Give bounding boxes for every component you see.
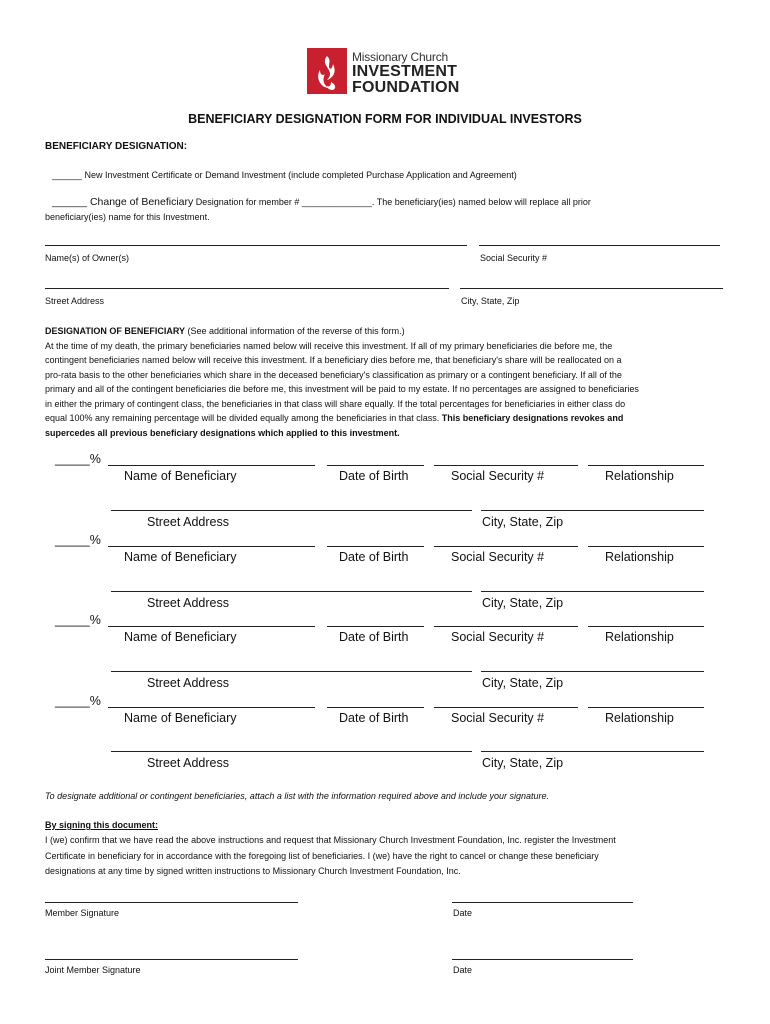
beneficiary-street-label: Street Address: [147, 676, 229, 690]
beneficiary-name-line[interactable]: [108, 626, 315, 627]
beneficiary-relationship-label: Relationship: [605, 469, 674, 483]
beneficiary-dob-line[interactable]: [327, 707, 424, 708]
beneficiary-name-label: Name of Beneficiary: [124, 550, 237, 564]
beneficiary-relationship-line[interactable]: [588, 546, 704, 547]
owner-city-label: City, State, Zip: [461, 296, 520, 306]
designation-of-beneficiary-heading: DESIGNATION OF BENEFICIARY: [45, 326, 186, 336]
logo-line2: INVESTMENT: [352, 63, 458, 80]
beneficiary-dob-label: Date of Birth: [339, 630, 409, 644]
designation-paragraph: [45, 324, 727, 440]
beneficiary-city-label: City, State, Zip: [482, 756, 564, 770]
designation-line: At the time of my death, the primary beneficiaries named below will receive this investment. If all of my primary beneficiaries die before me, the: [45, 340, 613, 351]
beneficiary-ssn-label: Social Security #: [451, 630, 545, 644]
joint-signature-label: Joint Member Signature: [45, 965, 141, 975]
designation-line: pro-rata basis to the other beneficiaries which share in the deceased beneficiary's classification as primary or a contingent beneficiary. If all of the: [45, 369, 622, 380]
beneficiary-relationship-label: Relationship: [605, 630, 674, 644]
beneficiary-name-line[interactable]: [108, 546, 315, 547]
beneficiary-name-label: Name of Beneficiary: [124, 711, 237, 725]
supercedes-statement: supercedes all previous beneficiary designations which applied to this investment.: [45, 427, 400, 438]
beneficiary-name-label: Name of Beneficiary: [124, 630, 237, 644]
signing-line: I (we) confirm that we have read the above instructions and request that Missionary Church Investment Foundation, Inc. register the Investment: [45, 835, 616, 845]
flame-logo-icon: [307, 48, 347, 94]
beneficiary-relationship-line[interactable]: [588, 707, 704, 708]
joint-signature-line[interactable]: [45, 959, 298, 960]
logo-line3: FOUNDATION: [352, 79, 460, 96]
owner-name-line[interactable]: [45, 245, 467, 246]
beneficiary-ssn-label: Social Security #: [451, 469, 545, 483]
signing-line: Certificate in beneficiary for in accordance with the foregoing list of beneficiaries. I (we) have the right to cancel or change these beneficiary: [45, 850, 599, 861]
option-change-continued: beneficiary(ies) name for this Investment.: [45, 212, 210, 222]
member-signature-label: Member Signature: [45, 908, 120, 918]
option-change-text: Designation for member # ______________. The beneficiary(ies) named below will replace all prior: [195, 197, 591, 207]
beneficiary-street-line[interactable]: [111, 510, 472, 511]
beneficiary-percent[interactable]: _____%: [55, 694, 101, 708]
beneficiary-dob-label: Date of Birth: [339, 550, 409, 564]
owner-street-label: Street Address: [45, 296, 105, 306]
beneficiary-city-label: City, State, Zip: [482, 676, 564, 690]
beneficiary-city-label: City, State, Zip: [482, 515, 564, 529]
designation-line: primary and all of the contingent beneficiaries die before me, this investment will be paid to my estate. If no percentages are assigned to beneficiaries: [45, 384, 639, 394]
owner-ssn-label: Social Security #: [480, 253, 548, 263]
beneficiary-relationship-line[interactable]: [588, 465, 704, 466]
beneficiary-ssn-label: Social Security #: [451, 711, 545, 725]
beneficiary-ssn-label: Social Security #: [451, 550, 545, 564]
beneficiary-dob-label: Date of Birth: [339, 711, 409, 725]
option-change-beneficiary: [52, 196, 591, 208]
beneficiary-city-line[interactable]: [481, 751, 704, 752]
beneficiary-city-label: City, State, Zip: [482, 596, 564, 610]
additional-beneficiaries-note: To designate additional or contingent beneficiaries, attach a list with the information required above and include your signature.: [45, 791, 549, 801]
revokes-statement: This beneficiary designations revokes and: [439, 413, 624, 423]
owner-ssn-line[interactable]: [479, 245, 720, 246]
designation-heading: BENEFICIARY DESIGNATION:: [45, 141, 188, 152]
beneficiary-street-label: Street Address: [147, 756, 229, 770]
owner-city-line[interactable]: [460, 288, 723, 289]
beneficiary-percent[interactable]: _____%: [55, 452, 101, 466]
beneficiary-city-line[interactable]: [481, 671, 704, 672]
owner-name-label: Name(s) of Owner(s): [45, 253, 130, 263]
signing-heading: By signing this document:: [45, 820, 159, 830]
logo-line1: Missionary Church: [352, 50, 448, 64]
beneficiary-percent[interactable]: _____%: [55, 533, 101, 547]
beneficiary-dob-line[interactable]: [327, 546, 424, 547]
logo-wordmark: [352, 51, 459, 96]
beneficiary-street-line[interactable]: [111, 671, 472, 672]
beneficiary-percent[interactable]: _____%: [55, 613, 101, 627]
beneficiary-name-label: Name of Beneficiary: [124, 469, 237, 483]
owner-street-line[interactable]: [45, 288, 449, 289]
beneficiary-city-line[interactable]: [481, 510, 704, 511]
member-date-label: Date: [453, 908, 473, 918]
beneficiary-name-line[interactable]: [108, 707, 315, 708]
designation-note: (See additional information of the reverse of this form.): [185, 326, 405, 336]
beneficiary-name-line[interactable]: [108, 465, 315, 466]
signing-line: designations at any time by signed written instructions to Missionary Church Investment Foundation, Inc.: [45, 866, 461, 876]
beneficiary-dob-line[interactable]: [327, 626, 424, 627]
option-new-investment: ______ New Investment Certificate or Demand Investment (include completed Purchase Application and Agreement): [52, 170, 517, 180]
beneficiary-ssn-line[interactable]: [434, 465, 578, 466]
beneficiary-ssn-line[interactable]: [434, 546, 578, 547]
beneficiary-relationship-label: Relationship: [605, 711, 674, 725]
member-signature-line[interactable]: [45, 902, 298, 903]
joint-date-line[interactable]: [452, 959, 633, 960]
designation-line: contingent beneficiaries named below will receive this investment. If a beneficiary dies before me, that beneficiary's share will be reallocated on a: [45, 355, 622, 365]
beneficiary-street-line[interactable]: [111, 751, 472, 752]
beneficiary-dob-label: Date of Birth: [339, 469, 409, 483]
beneficiary-city-line[interactable]: [481, 591, 704, 592]
beneficiary-relationship-line[interactable]: [588, 626, 704, 627]
beneficiary-street-label: Street Address: [147, 596, 229, 610]
beneficiary-ssn-line[interactable]: [434, 626, 578, 627]
designation-line: in either the primary of contingent class, the beneficiaries in that class will share equally. If the total percentages for beneficiaries in either class do: [45, 398, 626, 409]
member-date-line[interactable]: [452, 902, 633, 903]
joint-date-label: Date: [453, 965, 473, 975]
option-change-prefix: ______ Change of Beneficiary: [52, 196, 194, 208]
beneficiary-dob-line[interactable]: [327, 465, 424, 466]
beneficiary-street-label: Street Address: [147, 515, 229, 529]
form-title: BENEFICIARY DESIGNATION FORM FOR INDIVIDUAL INVESTORS: [188, 112, 582, 126]
beneficiary-relationship-label: Relationship: [605, 550, 674, 564]
signing-paragraph: [45, 833, 727, 880]
beneficiary-ssn-line[interactable]: [434, 707, 578, 708]
designation-line: equal 100% any remaining percentage will be divided equally among the beneficiaries in that class.: [45, 413, 440, 423]
beneficiary-street-line[interactable]: [111, 591, 472, 592]
